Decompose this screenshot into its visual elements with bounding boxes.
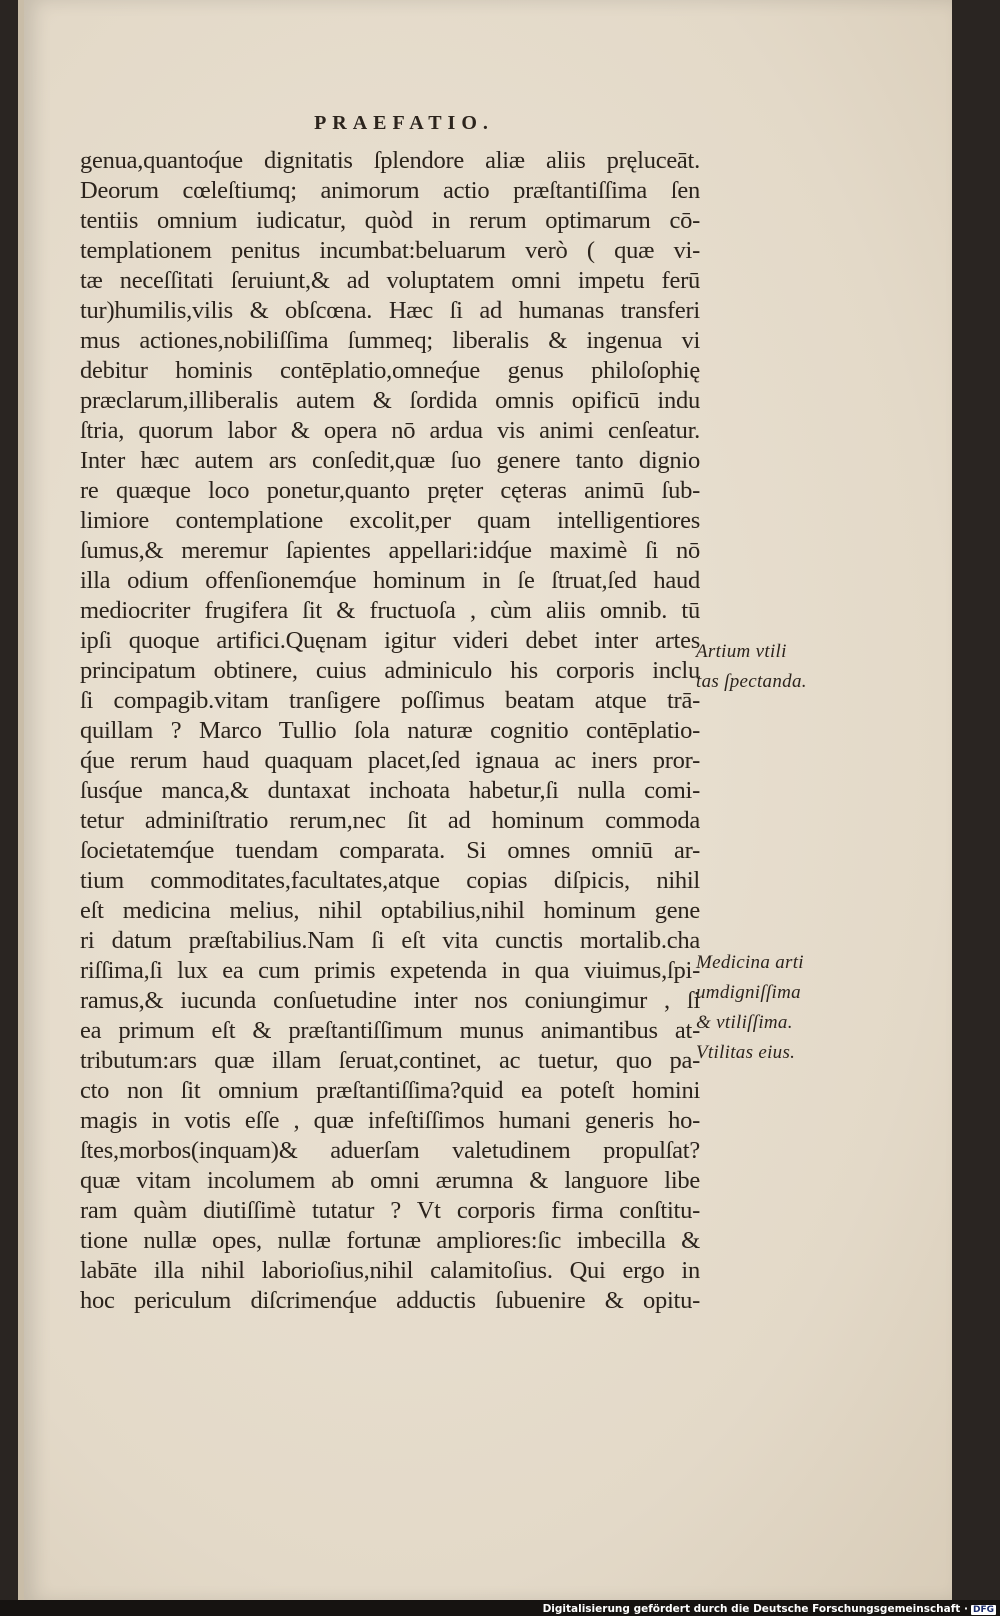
text-line: ramus,& iucunda conſuetudine inter nos coniungimur , ſi (80, 987, 700, 1014)
text-line: illa odium offenſionemq́ue hominum in ſe ſtruat,ſed haud (80, 567, 700, 594)
text-line: ſtria, quorum labor & opera nō ardua vis animi cenſeatur. (80, 417, 700, 444)
text-line: eſt medicina melius, nihil optabilius,nihil hominum gene (80, 897, 700, 924)
text-line: ipſi quoque artifici.Quęnam igitur videri debet inter artes (80, 627, 700, 654)
text-line: quillam ? Marco Tullio ſola naturæ cognitio contēplatio- (80, 717, 700, 744)
footer-credit-text: Digitalisierung gefördert durch die Deutsche Forschungsgemeinschaft · (542, 1603, 968, 1615)
marginal-note-line: Medicina arti (696, 952, 804, 973)
marginal-note (696, 637, 846, 697)
text-line: riſſima,ſi lux ea cum primis expetenda in qua viuimus,ſpi- (80, 957, 700, 984)
text-line: tetur adminiſtratio rerum,nec ſit ad hominum commoda (80, 807, 700, 834)
text-line: ſtes,morbos(inquam)& aduerſam valetudinem propulſat? (80, 1137, 700, 1164)
marginal-note (696, 948, 846, 1068)
dfg-logo: DFG (972, 1605, 994, 1615)
text-line: mediocriter frugifera ſit & fructuoſa , cùm aliis omnib. tū (80, 597, 700, 624)
text-line: Inter hæc autem ars conſedit,quæ ſuo genere tanto dignio (80, 447, 700, 474)
text-line: hoc periculum diſcrimenq́ue adductis ſubuenire & opitu- (80, 1287, 700, 1314)
text-line: principatum obtinere, cuius adminiculo his corporis inclu (80, 657, 700, 684)
text-line: mus actiones,nobiliſſima ſummeq; liberalis & ingenua vi (80, 327, 700, 354)
text-line: debitur hominis contēplatio,omneq́ue genus philoſophię (80, 357, 700, 384)
text-line: tæ neceſſitati ſeruiunt,& ad voluptatem omni impetu ferū (80, 267, 700, 294)
text-line: magis in votis eſſe , quæ infeſtiſſimos humani generis ho- (80, 1107, 700, 1134)
text-line: ri datum præſtabilius.Nam ſi eſt vita cunctis mortalib.cha (80, 927, 700, 954)
marginal-note-line: umdigniſſima (696, 982, 801, 1003)
text-line: tur)humilis,vilis & obſcœna. Hæc ſi ad humanas transferi (80, 297, 700, 324)
text-line: tributum:ars quæ illam ſeruat,continet, ac tuetur, quo pa- (80, 1047, 700, 1074)
marginal-note-line: Artium vtili (696, 641, 787, 662)
text-line: ſi compagib.vitam tranſigere poſſimus beatam atque trā- (80, 687, 700, 714)
text-line: tione nullæ opes, nullæ fortunæ ampliores:ſic imbecilla & (80, 1227, 700, 1254)
text-line: genua,quantoq́ue dignitatis ſplendore aliæ aliis pręluceāt. (80, 147, 700, 174)
text-line: ea primum eſt & præſtantiſſimum munus animantibus at- (80, 1017, 700, 1044)
text-line: tentiis omnium iudicatur, quòd in rerum optimarum cō- (80, 207, 700, 234)
text-line: ram quàm diutiſſimè tutatur ? Vt corporis firma conſtitu- (80, 1197, 700, 1224)
book-page (18, 0, 952, 1602)
text-line: ſumus,& meremur ſapientes appellari:idq́ue maximè ſi nō (80, 537, 700, 564)
footer-bar (0, 1600, 1000, 1616)
text-line: præclarum,illiberalis autem & ſordida omnis opificū indu (80, 387, 700, 414)
text-line: ſusq́ue manca,& duntaxat inchoata habetur,ſi nulla comi- (80, 777, 700, 804)
marginal-note-line: Vtilitas eius. (696, 1042, 796, 1063)
marginal-note-line: & vtiliſſima. (696, 1012, 793, 1033)
text-line: tium commoditates,facultates,atque copias diſpicis, nihil (80, 867, 700, 894)
text-line: limiore contemplatione excolit,per quam intelligentiores (80, 507, 700, 534)
text-line: labāte illa nihil laborioſius,nihil calamitoſius. Qui ergo in (80, 1257, 700, 1284)
text-line: quæ vitam incolumem ab omni ærumna & languore libe (80, 1167, 700, 1194)
running-head: PRAEFATIO. (314, 112, 494, 134)
text-line: ſocietatemq́ue tuendam comparata. Si omnes omniū ar- (80, 837, 700, 864)
text-line: q́ue rerum haud quaquam placet,ſed ignaua ac iners pror- (80, 747, 700, 774)
footer-credit (543, 1603, 996, 1615)
marginal-note-line: tas ſpectanda. (696, 671, 807, 692)
text-line: re quæque loco ponetur,quanto pręter cęteras animū ſub- (80, 477, 700, 504)
text-block (80, 146, 700, 1316)
text-line: Deorum cœleſtiumq; animorum actio præſtantiſſima ſen (80, 177, 700, 204)
text-line: cto non ſit omnium præſtantiſſima?quid ea poteſt homini (80, 1077, 700, 1104)
text-line: templationem penitus incumbat:beluarum verò ( quæ vi- (80, 237, 700, 264)
